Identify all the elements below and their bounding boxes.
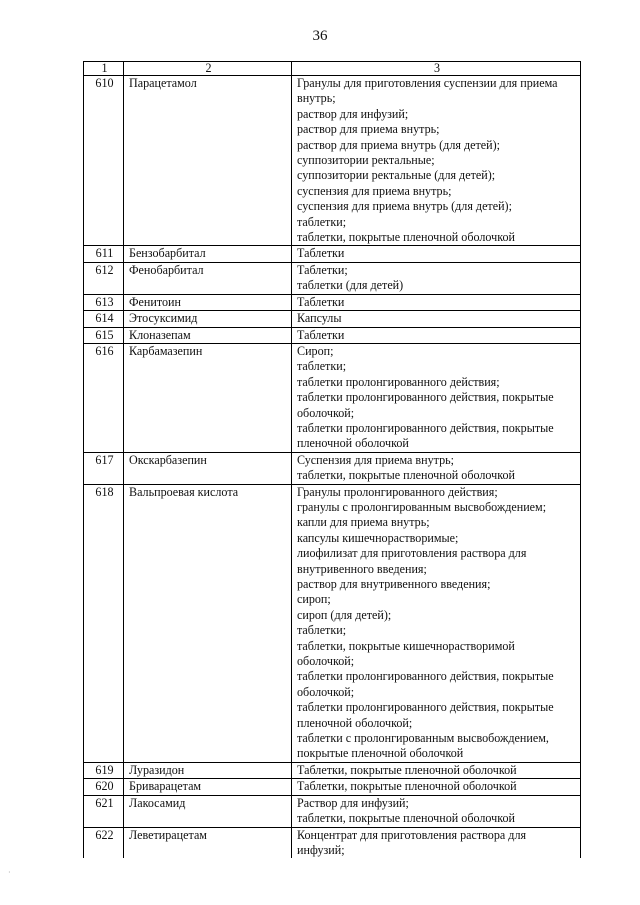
dosage-form-line: таблетки пролонгированного действия, покрытые bbox=[297, 669, 554, 684]
dosage-form-line: лиофилизат для приготовления раствора для bbox=[297, 546, 527, 561]
table-row bbox=[84, 246, 581, 262]
dosage-form-line: суспензия для приема внутрь (для детей); bbox=[297, 199, 512, 214]
dosage-form-line: таблетки; bbox=[297, 359, 347, 374]
dosage-form-line: таблетки, покрытые пленочной оболочкой bbox=[297, 230, 515, 245]
dosage-form-line: оболочкой; bbox=[297, 405, 355, 420]
dosage-form-line: внутрь; bbox=[297, 91, 336, 106]
dosage-form-line: таблетки (для детей) bbox=[297, 278, 404, 293]
dosage-form-line: оболочкой; bbox=[297, 654, 355, 669]
dosage-forms bbox=[292, 76, 581, 246]
drug-name: Клоназепам bbox=[124, 327, 292, 343]
dosage-form-line: оболочкой; bbox=[297, 684, 355, 699]
margin-mark: · bbox=[8, 868, 11, 877]
table-row bbox=[84, 762, 581, 778]
dosage-form-line: суспензия для приема внутрь; bbox=[297, 183, 452, 198]
dosage-form-line: сироп; bbox=[297, 592, 331, 607]
column-header-3: 3 bbox=[292, 62, 581, 76]
dosage-form-line: таблетки; bbox=[297, 623, 347, 638]
drug-name: Леветирацетам bbox=[124, 827, 292, 858]
drug-name: Вальпроевая кислота bbox=[124, 484, 292, 762]
dosage-forms bbox=[292, 311, 581, 327]
dosage-form-line: Концентрат для приготовления раствора для bbox=[297, 827, 527, 842]
dosage-forms bbox=[292, 827, 581, 858]
dosage-forms bbox=[292, 294, 581, 310]
dosage-forms bbox=[292, 795, 581, 827]
dosage-form-line: инфузий; bbox=[297, 842, 345, 857]
dosage-form-line: покрытые пленочной оболочкой bbox=[297, 746, 464, 761]
dosage-form-line: раствор для инфузий; bbox=[297, 106, 409, 121]
table-row bbox=[84, 311, 581, 327]
dosage-forms bbox=[292, 262, 581, 294]
table-row bbox=[84, 327, 581, 343]
dosage-form-line: Сироп; bbox=[297, 343, 334, 358]
drug-name: Луразидон bbox=[124, 762, 292, 778]
dosage-form-line: Таблетки bbox=[297, 246, 345, 261]
drug-name: Окскарбазепин bbox=[124, 452, 292, 484]
medication-table bbox=[83, 61, 581, 858]
dosage-forms bbox=[292, 327, 581, 343]
dosage-forms bbox=[292, 246, 581, 262]
drug-name: Парацетамол bbox=[124, 76, 292, 246]
table-row bbox=[84, 779, 581, 795]
dosage-form-line: таблетки пролонгированного действия, покрытые bbox=[297, 700, 554, 715]
dosage-form-line: суппозитории ректальные; bbox=[297, 153, 435, 168]
dosage-form-line: Суспензия для приема внутрь; bbox=[297, 452, 455, 467]
dosage-form-line: внутривенного введения; bbox=[297, 561, 427, 576]
dosage-forms bbox=[292, 452, 581, 484]
dosage-form-line: сироп (для детей); bbox=[297, 607, 392, 622]
dosage-form-line: Капсулы bbox=[297, 311, 342, 326]
dosage-forms bbox=[292, 343, 581, 452]
page-number: 36 bbox=[312, 28, 328, 44]
dosage-forms bbox=[292, 484, 581, 762]
table-row bbox=[84, 827, 581, 858]
dosage-form-line: пленочной оболочкой bbox=[297, 436, 409, 451]
dosage-form-line: раствор для приема внутрь (для детей); bbox=[297, 137, 500, 152]
dosage-form-line: таблетки пролонгированного действия; bbox=[297, 374, 500, 389]
table-row bbox=[84, 262, 581, 294]
drug-name: Этосуксимид bbox=[124, 311, 292, 327]
dosage-form-line: Раствор для инфузий; bbox=[297, 795, 409, 810]
table-row bbox=[84, 795, 581, 827]
row-number: 617 bbox=[84, 452, 124, 484]
dosage-form-line: пленочной оболочкой; bbox=[297, 715, 413, 730]
row-number: 615 bbox=[84, 327, 124, 343]
table-body bbox=[84, 76, 581, 859]
row-number: 610 bbox=[84, 76, 124, 246]
dosage-form-line: таблетки с пролонгированным высвобождением, bbox=[297, 731, 549, 746]
drug-name: Лакосамид bbox=[124, 795, 292, 827]
dosage-form-line: Таблетки, покрытые пленочной оболочкой bbox=[297, 762, 517, 777]
dosage-form-line: Таблетки; bbox=[297, 262, 348, 277]
dosage-form-line: суппозитории ректальные (для детей); bbox=[297, 168, 496, 183]
dosage-form-line: таблетки пролонгированного действия, покрытые bbox=[297, 390, 554, 405]
dosage-form-line: раствор для внутривенного введения; bbox=[297, 577, 491, 591]
table-row bbox=[84, 343, 581, 452]
row-number: 612 bbox=[84, 262, 124, 294]
dosage-form-line: Гранулы для приготовления суспензии для приема bbox=[297, 76, 558, 90]
column-header-1: 1 bbox=[84, 62, 124, 76]
dosage-form-line: Таблетки, покрытые пленочной оболочкой bbox=[297, 779, 517, 794]
row-number: 621 bbox=[84, 795, 124, 827]
dosage-form-line: Таблетки bbox=[297, 294, 345, 309]
row-number: 614 bbox=[84, 311, 124, 327]
drug-name: Фенитоин bbox=[124, 294, 292, 310]
dosage-form-line: Гранулы пролонгированного действия; bbox=[297, 484, 498, 499]
row-number: 613 bbox=[84, 294, 124, 310]
table-row bbox=[84, 76, 581, 246]
dosage-form-line: таблетки; bbox=[297, 214, 347, 229]
drug-name: Фенобарбитал bbox=[124, 262, 292, 294]
dosage-form-line: Таблетки bbox=[297, 327, 345, 342]
dosage-forms bbox=[292, 762, 581, 778]
row-number: 622 bbox=[84, 827, 124, 858]
drug-name: Бриварацетам bbox=[124, 779, 292, 795]
drug-name: Карбамазепин bbox=[124, 343, 292, 452]
row-number: 611 bbox=[84, 246, 124, 262]
table-header-row bbox=[84, 62, 581, 76]
dosage-form-line: таблетки, покрытые кишечнорастворимой bbox=[297, 638, 515, 653]
row-number: 620 bbox=[84, 779, 124, 795]
dosage-form-line: раствор для приема внутрь; bbox=[297, 122, 440, 137]
row-number: 619 bbox=[84, 762, 124, 778]
dosage-form-line: капсулы кишечнорастворимые; bbox=[297, 530, 459, 545]
dosage-form-line: таблетки, покрытые пленочной оболочкой bbox=[297, 468, 515, 483]
table-row bbox=[84, 484, 581, 762]
table-row bbox=[84, 452, 581, 484]
dosage-form-line: капли для приема внутрь; bbox=[297, 515, 430, 530]
row-number: 616 bbox=[84, 343, 124, 452]
dosage-form-line: таблетки, покрытые пленочной оболочкой bbox=[297, 811, 515, 826]
drug-name: Бензобарбитал bbox=[124, 246, 292, 262]
dosage-forms bbox=[292, 779, 581, 795]
table-row bbox=[84, 294, 581, 310]
dosage-form-line: гранулы с пролонгированным высвобождением; bbox=[297, 499, 547, 514]
dosage-form-line: таблетки пролонгированного действия, покрытые bbox=[297, 420, 554, 435]
row-number: 618 bbox=[84, 484, 124, 762]
column-header-2: 2 bbox=[124, 62, 292, 76]
